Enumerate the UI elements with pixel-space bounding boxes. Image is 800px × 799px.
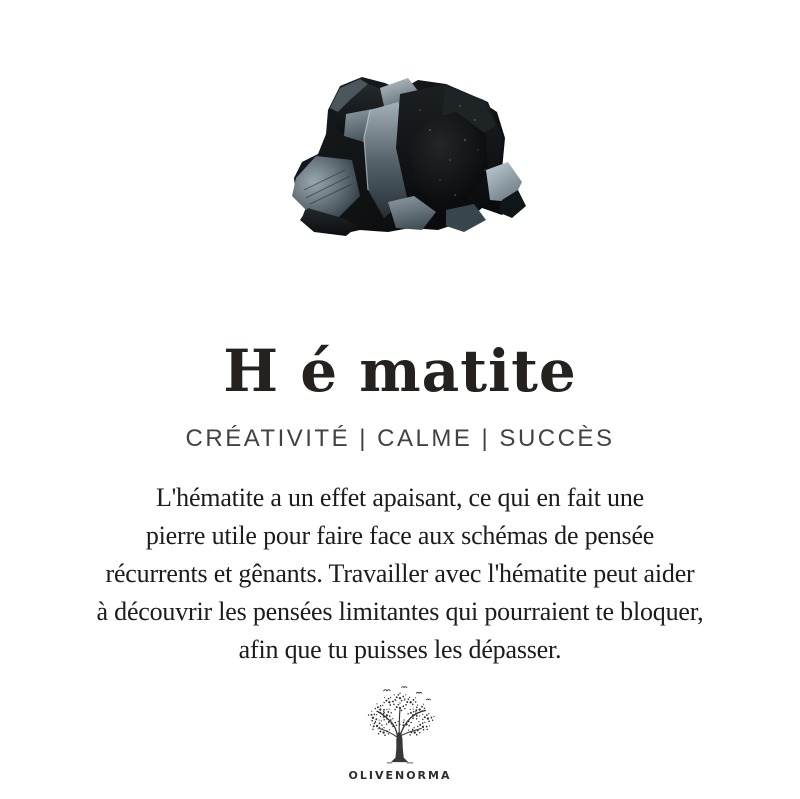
brand-name: OLIVENORMA (348, 769, 452, 782)
keywords-subtitle: CRÉATIVITÉ | CALME | SUCCÈS (185, 425, 615, 452)
description-line: à découvrir les pensées limitantes qui pourraient te bloquer, (96, 597, 704, 626)
olive-tree-icon (359, 684, 441, 768)
description-line: L'hématite a un effet apaisant, ce qui en fait une (156, 483, 644, 512)
description-text (0, 479, 800, 669)
description-line: pierre utile pour faire face aux schémas de pensée (145, 521, 655, 550)
hematite-stone-image (250, 50, 550, 270)
description-line: récurrents et gênants. Travailler avec l'hématite peut aider (105, 559, 695, 588)
description-line: afin que tu puisses les dépasser. (238, 635, 562, 664)
page-title: H é matite (223, 337, 577, 405)
brand-logo (0, 684, 800, 782)
